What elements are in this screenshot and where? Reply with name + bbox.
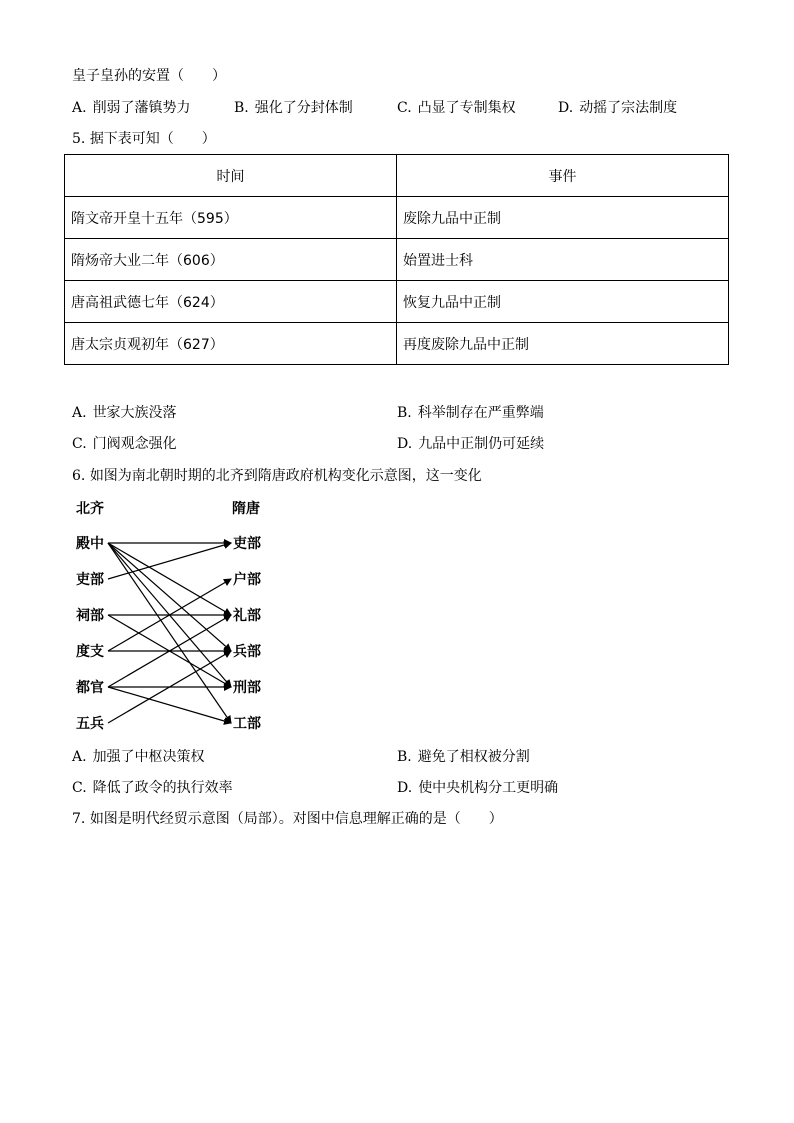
option-text: 强化了分封体制 [254,100,353,116]
cell-time: 隋炀帝大业二年（606） [65,239,397,281]
q6-option-d[interactable] [397,778,558,798]
option-letter: B. [397,749,412,765]
left-nodes [75,535,104,732]
q4-option-c[interactable] [397,98,516,118]
table-row [65,197,729,239]
option-letter: D. [397,780,413,796]
option-letter: A. [72,100,87,116]
arrow-link [108,543,231,579]
option-text: 加强了中枢决策权 [92,749,205,765]
option-text: 科举制存在严重弊端 [417,405,544,421]
question-number: 5. [72,131,86,147]
option-text: 动摇了宗法制度 [579,100,678,116]
question-text: 如图为南北朝时期的北齐到隋唐政府机构变化示意图，这一变化 [89,468,482,484]
option-text: 凸显了专制集权 [417,100,516,116]
q6-option-c[interactable] [72,778,233,798]
left-node: 祠部 [76,608,104,624]
option-letter: B. [397,405,412,421]
table-row [65,281,729,323]
left-node: 都官 [76,680,104,696]
cell-event: 再度废除九品中正制 [397,323,729,365]
option-letter: C. [72,436,87,452]
option-letter: D. [558,100,574,116]
q5-option-d[interactable] [397,434,544,454]
q5-option-a[interactable] [72,403,177,423]
cell-event: 恢复九品中正制 [397,281,729,323]
arrow-links [108,543,231,723]
question-text: 据下表可知（ ） [89,131,216,147]
right-node: 工部 [233,716,261,732]
cell-time: 唐太宗贞观初年（627） [65,323,397,365]
option-text: 九品中正制仍可延续 [418,436,545,452]
q4-option-b[interactable] [234,98,353,118]
question-6-stem [72,466,482,486]
right-header: 隋唐 [232,501,260,517]
q4-option-a[interactable] [72,98,191,118]
header-time: 时间 [65,155,397,197]
option-text: 削弱了藩镇势力 [92,100,191,116]
arrow-link [108,543,231,723]
left-node: 殿中 [76,536,104,552]
header-event: 事件 [397,155,729,197]
question-text: 如图是明代经贸示意图（局部）。对图中信息理解正确的是（ ） [89,811,503,827]
right-node: 吏部 [233,536,261,552]
option-text: 世家大族没落 [92,405,177,421]
events-table [64,154,729,365]
arrow-link [108,543,231,651]
arrow-link [108,687,231,723]
option-letter: C. [397,100,412,116]
table-row [65,323,729,365]
option-letter: A. [72,749,87,765]
arrow-link [108,543,231,615]
right-node: 户部 [233,572,261,588]
option-text: 降低了政令的执行效率 [92,780,233,796]
table-row [65,239,729,281]
q4-option-d[interactable] [558,98,677,118]
cell-time: 隋文帝开皇十五年（595） [65,197,397,239]
question-5-stem [72,129,216,149]
cell-event: 始置进士科 [397,239,729,281]
option-text: 避免了相权被分割 [417,749,530,765]
question-4-stem-tail: 皇子皇孙的安置（ ） [72,68,226,84]
option-letter: D. [397,436,413,452]
question-number: 6. [72,468,86,484]
q6-option-b[interactable] [397,747,530,767]
option-text: 门阀观念强化 [92,436,177,452]
right-node: 兵部 [233,644,261,660]
q6-option-a[interactable] [72,747,205,767]
left-header: 北齐 [76,501,104,517]
question-number: 7. [72,811,86,827]
right-node: 刑部 [233,680,261,696]
right-nodes [232,535,261,732]
cell-time: 唐高祖武德七年（624） [65,281,397,323]
left-node: 五兵 [76,716,104,732]
agency-change-diagram [70,493,270,738]
option-letter: A. [72,405,87,421]
q5-option-b[interactable] [397,403,544,423]
right-node: 礼部 [233,608,261,624]
option-text: 使中央机构分工更明确 [418,780,559,796]
cell-event: 废除九品中正制 [397,197,729,239]
option-letter: C. [72,780,87,796]
q5-option-c[interactable] [72,434,177,454]
table-header-row [65,155,729,197]
left-node: 吏部 [76,572,104,588]
left-node: 度支 [76,644,104,660]
question-7-stem [72,809,503,829]
option-letter: B. [234,100,249,116]
